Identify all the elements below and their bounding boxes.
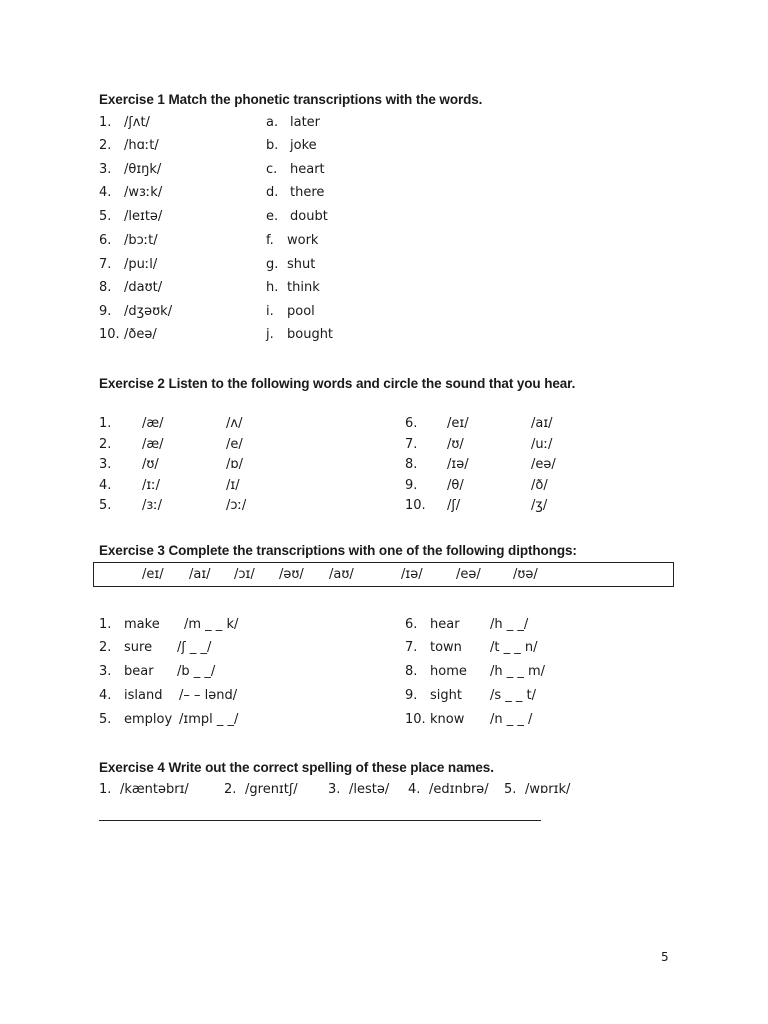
item-number: 5. <box>99 712 112 727</box>
item-transcription: /wɜːk/ <box>124 185 163 200</box>
sound-option-b: /ɪ/ <box>226 478 240 493</box>
item-transcription: /h _ _/ <box>490 617 529 632</box>
list-item <box>0 257 768 277</box>
item-transcription: /t _ _ n/ <box>490 640 538 655</box>
item-number: 1. <box>99 617 112 632</box>
item-number: 7. <box>405 640 418 655</box>
item-word: work <box>287 233 319 248</box>
list-item <box>0 664 768 684</box>
item-letter: j. <box>266 327 274 342</box>
diphthong-option: /eə/ <box>456 567 481 582</box>
item-letter: f. <box>266 233 274 248</box>
item-letter: a. <box>266 115 279 130</box>
list-item <box>0 640 768 660</box>
item-number: 6. <box>405 416 418 431</box>
sound-option-b: /ʌ/ <box>226 416 243 431</box>
sound-option-a: /æ/ <box>142 437 164 452</box>
item-transcription: /leɪtə/ <box>124 209 163 224</box>
item-transcription: /b _ _/ <box>177 664 216 679</box>
sound-option-b: /e/ <box>226 437 243 452</box>
list-item <box>0 498 768 518</box>
item-transcription: /ðeə/ <box>124 327 157 342</box>
item-transcription: /edɪnbrə/ <box>429 782 489 797</box>
item-letter: i. <box>266 304 274 319</box>
item-number: 4. <box>99 185 112 200</box>
list-item <box>0 162 768 182</box>
sound-option-b: /ɒ/ <box>226 457 244 472</box>
item-letter: b. <box>266 138 279 153</box>
item-word: make <box>124 617 160 632</box>
diphthong-option: /aɪ/ <box>189 567 211 582</box>
item-transcription: /θɪŋk/ <box>124 162 162 177</box>
item-transcription: /ɪmpl _ _/ <box>179 712 239 727</box>
item-word: employ <box>124 712 173 727</box>
diphthong-option: /aʊ/ <box>329 567 354 582</box>
item-transcription: /kæntəbrɪ/ <box>120 782 189 797</box>
item-number: 2. <box>99 640 112 655</box>
diphthong-option: /ɔɪ/ <box>234 567 255 582</box>
sound-option-a: /ʃ/ <box>447 498 461 513</box>
item-word: home <box>430 664 467 679</box>
sound-option-b: /eə/ <box>531 457 556 472</box>
page-number: 5 <box>661 950 669 964</box>
item-number: 10. <box>405 712 426 727</box>
sound-option-a: /ʊ/ <box>447 437 464 452</box>
diphthong-option: /ʊə/ <box>513 567 538 582</box>
list-item <box>0 138 768 158</box>
item-transcription: /m _ _ k/ <box>184 617 239 632</box>
item-word: shut <box>287 257 316 272</box>
sound-option-b: /ɔː/ <box>226 498 247 513</box>
item-number: 9. <box>405 688 418 703</box>
diphthong-option: /eɪ/ <box>142 567 164 582</box>
item-number: 4. <box>99 478 112 493</box>
item-word: there <box>290 185 325 200</box>
item-number: 5. <box>99 209 112 224</box>
item-word: think <box>287 280 320 295</box>
item-transcription: /puːl/ <box>124 257 158 272</box>
item-number: 2. <box>224 782 237 797</box>
item-transcription: /wɒrɪk/ <box>525 782 571 797</box>
item-number: 6. <box>99 233 112 248</box>
item-transcription: /daʊt/ <box>124 280 163 295</box>
exercise1-title: Exercise 1 Match the phonetic transcriptions with the words. <box>99 92 483 107</box>
list-item <box>0 115 768 135</box>
diphthong-option: /əʊ/ <box>279 567 304 582</box>
item-number: 10. <box>405 498 426 513</box>
sound-option-b: /ð/ <box>531 478 548 493</box>
item-word: pool <box>287 304 315 319</box>
item-letter: h. <box>266 280 279 295</box>
list-item <box>0 688 768 708</box>
item-word: bought <box>287 327 334 342</box>
item-number: 7. <box>99 257 112 272</box>
diphthong-option: /ɪə/ <box>401 567 423 582</box>
item-word: later <box>290 115 321 130</box>
item-number: 10. <box>99 327 120 342</box>
list-item <box>0 185 768 205</box>
item-letter: e. <box>266 209 279 224</box>
item-word: doubt <box>290 209 328 224</box>
item-number: 2. <box>99 138 112 153</box>
sound-option-a: /θ/ <box>447 478 464 493</box>
exercise2-title: Exercise 2 Listen to the following words and circle the sound that you hear. <box>99 376 576 391</box>
item-word: sight <box>430 688 462 703</box>
item-transcription: /s _ _ t/ <box>490 688 537 703</box>
item-number: 5. <box>99 498 112 513</box>
item-word: town <box>430 640 462 655</box>
item-word: heart <box>290 162 325 177</box>
item-transcription: /n _ _ / <box>490 712 533 727</box>
item-transcription: /h _ _ m/ <box>490 664 546 679</box>
item-letter: d. <box>266 185 279 200</box>
item-word: sure <box>124 640 153 655</box>
item-word: hear <box>430 617 460 632</box>
list-item <box>0 304 768 324</box>
item-word: joke <box>290 138 317 153</box>
sound-option-a: /æ/ <box>142 416 164 431</box>
item-word: know <box>430 712 465 727</box>
item-number: 6. <box>405 617 418 632</box>
item-number: 1. <box>99 416 112 431</box>
item-transcription: /ʃ _ _/ <box>177 640 212 655</box>
item-transcription: /dʒəʊk/ <box>124 304 173 319</box>
sound-option-a: /ʊ/ <box>142 457 159 472</box>
item-number: 8. <box>405 664 418 679</box>
sound-option-a: /ɪə/ <box>447 457 469 472</box>
list-item <box>0 327 768 347</box>
list-item <box>0 437 768 457</box>
item-letter: c. <box>266 162 278 177</box>
item-number: 8. <box>99 280 112 295</box>
list-item <box>0 478 768 498</box>
sound-option-a: /eɪ/ <box>447 416 469 431</box>
list-item <box>0 280 768 300</box>
exercise4-list <box>0 782 768 802</box>
item-number: 4. <box>408 782 421 797</box>
item-word: bear <box>124 664 154 679</box>
list-item <box>0 233 768 253</box>
item-transcription: /lestə/ <box>349 782 390 797</box>
item-number: 4. <box>99 688 112 703</box>
item-number: 3. <box>328 782 341 797</box>
item-number: 9. <box>405 478 418 493</box>
sound-option-a: /ɪː/ <box>142 478 160 493</box>
exercise3-title: Exercise 3 Complete the transcriptions with one of the following dipthongs: <box>99 543 577 558</box>
item-transcription: /hɑːt/ <box>124 138 159 153</box>
sound-option-a: /ɜː/ <box>142 498 163 513</box>
item-letter: g. <box>266 257 279 272</box>
item-transcription: /bɔːt/ <box>124 233 158 248</box>
item-transcription: /– – lənd/ <box>179 688 238 703</box>
item-number: 3. <box>99 162 112 177</box>
item-number: 8. <box>405 457 418 472</box>
item-number: 1. <box>99 782 112 797</box>
item-word: island <box>124 688 163 703</box>
item-number: 2. <box>99 437 112 452</box>
item-number: 5. <box>504 782 517 797</box>
sound-option-b: /aɪ/ <box>531 416 553 431</box>
item-transcription: /grenɪtʃ/ <box>245 782 298 797</box>
answer-line <box>99 820 541 821</box>
list-item <box>0 416 768 436</box>
item-number: 3. <box>99 664 112 679</box>
item-number: 1. <box>99 115 112 130</box>
diphthong-box <box>93 562 674 587</box>
item-number: 9. <box>99 304 112 319</box>
list-item <box>0 209 768 229</box>
exercise4-title: Exercise 4 Write out the correct spelling of these place names. <box>99 760 494 775</box>
list-item <box>0 617 768 637</box>
list-item <box>0 457 768 477</box>
sound-option-b: /uː/ <box>531 437 553 452</box>
sound-option-b: /ʒ/ <box>531 498 548 513</box>
item-transcription: /ʃʌt/ <box>124 115 150 130</box>
item-number: 7. <box>405 437 418 452</box>
item-number: 3. <box>99 457 112 472</box>
list-item <box>0 712 768 732</box>
